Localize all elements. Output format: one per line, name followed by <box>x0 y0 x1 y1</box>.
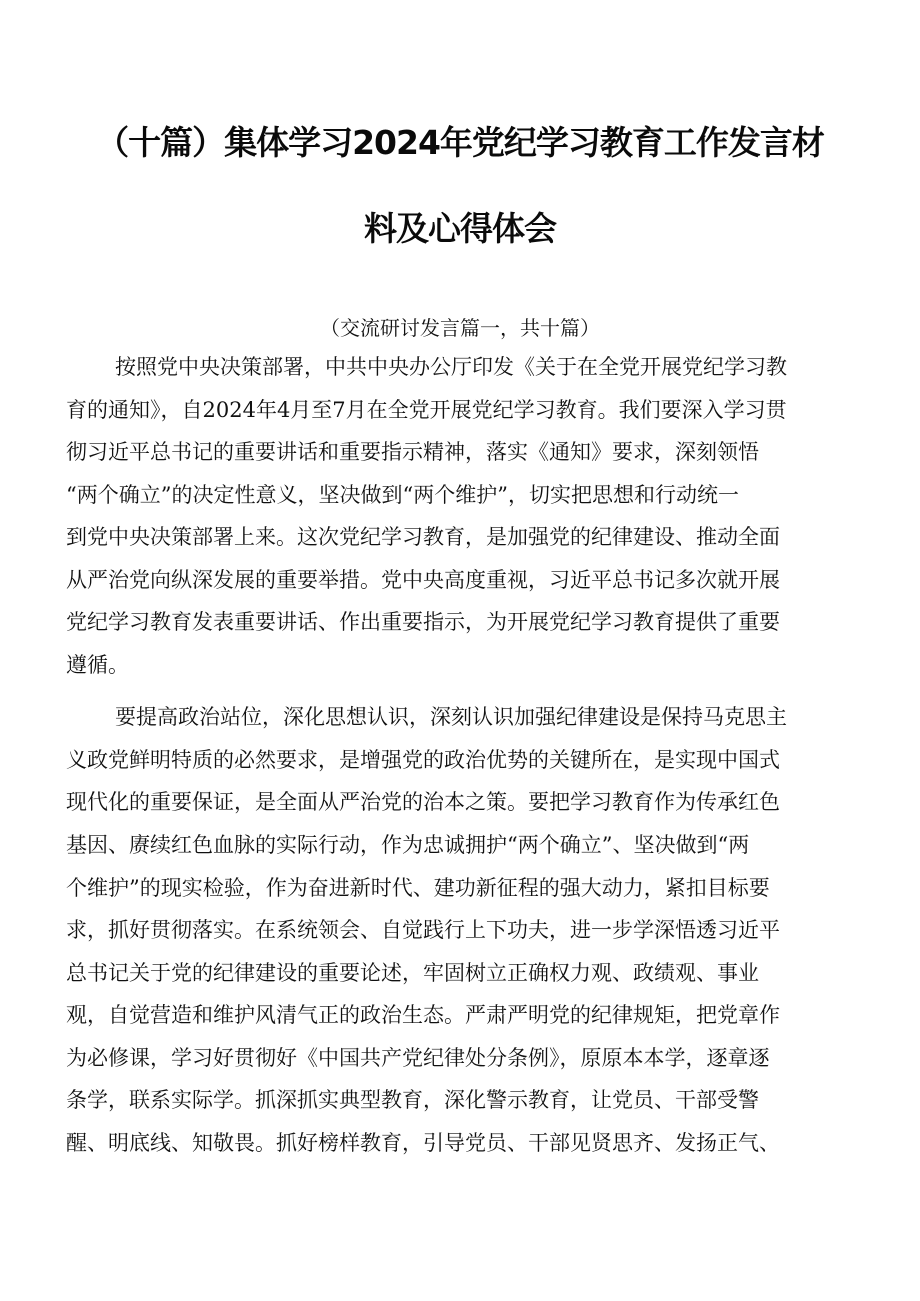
document-title-line-1: （十篇）集体学习2024年党纪学习教育工作发言材 <box>96 123 824 162</box>
paragraph-2-line: 基因、赓续红色血脉的实际行动，作为忠诚拥护“两个确立”、坚决做到“两 <box>66 833 750 857</box>
paragraph-2-line: 个维护”的现实检验，作为奋进新时代、建功新征程的强大动力，紧扣目标要 <box>66 876 770 900</box>
paragraph-1-line: 从严治党向纵深发展的重要举措。党中央高度重视，习近平总书记多次就开展 <box>66 568 780 592</box>
paragraph-2-line: 观，自觉营造和维护风清气正的政治生态。严肃严明党的纪律规矩，把党章作 <box>66 1003 780 1027</box>
paragraph-1-line: 彻习近平总书记的重要讲话和重要指示精神，落实《通知》要求，深刻领悟 <box>66 440 759 464</box>
paragraph-2-line: 求，抓好贯彻落实。在系统领会、自觉践行上下功夫，进一步学深悟透习近平 <box>66 918 780 942</box>
paragraph-2-line: 为必修课，学习好贯彻好《中国共产党纪律处分条例》，原原本本学，逐章逐 <box>66 1046 770 1070</box>
document-subtitle: （交流研讨发言篇一，共十篇） <box>320 316 600 340</box>
paragraph-1-line: 到党中央决策部署上来。这次党纪学习教育，是加强党的纪律建设、推动全面 <box>66 525 780 549</box>
paragraph-2-line: 要提高政治站位，深化思想认识，深刻认识加强纪律建设是保持马克思主 <box>115 705 787 729</box>
paragraph-1-line: 遵循。 <box>66 653 129 677</box>
document-title-line-2: 料及心得体会 <box>364 209 556 248</box>
paragraph-2-line: 总书记关于党的纪律建设的重要论述，牢固树立正确权力观、政绩观、事业 <box>66 961 759 985</box>
paragraph-1-line: “两个确立”的决定性意义，坚决做到“两个维护”，切实把思想和行动统一 <box>66 483 739 507</box>
paragraph-2-line: 醒、明底线、知敬畏。抓好榜样教育，引导党员、干部见贤思齐、发扬正气、 <box>66 1131 780 1155</box>
paragraph-1-line: 按照党中央决策部署，中共中央办公厅印发《关于在全党开展党纪学习教 <box>115 355 787 379</box>
paragraph-2-line: 义政党鲜明特质的必然要求，是增强党的政治优势的关键所在，是实现中国式 <box>66 748 780 772</box>
paragraph-2-line: 条学，联系实际学。抓深抓实典型教育，深化警示教育，让党员、干部受警 <box>66 1088 759 1112</box>
paragraph-1-line: 党纪学习教育发表重要讲话、作出重要指示，为开展党纪学习教育提供了重要 <box>66 610 780 634</box>
paragraph-1-line: 育的通知》，自2024年4月至7月在全党开展党纪学习教育。我们要深入学习贯 <box>66 398 787 422</box>
paragraph-2-line: 现代化的重要保证，是全面从严治党的治本之策。要把学习教育作为传承红色 <box>66 790 780 814</box>
